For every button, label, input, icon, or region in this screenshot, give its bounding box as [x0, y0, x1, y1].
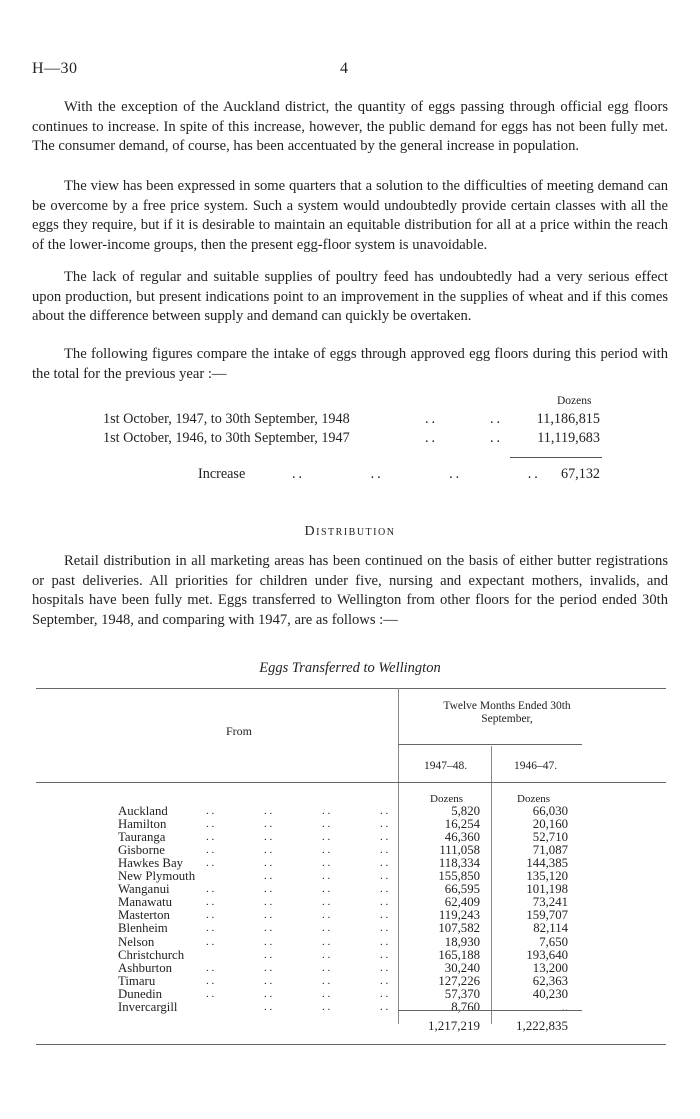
dot-leader: . .	[380, 974, 389, 987]
dot-leader: . .	[264, 896, 273, 909]
dot-leader: . .	[264, 870, 273, 883]
row-town: Wanganui	[118, 882, 170, 897]
row-value-1947-48: 18,930	[444, 934, 480, 949]
row-value-1946-47: 7,650	[539, 934, 568, 949]
dot-leader: . .	[322, 961, 331, 974]
dot-leader: . .	[264, 961, 273, 974]
paragraph-distribution	[32, 552, 668, 632]
row-town: Timaru	[118, 973, 156, 988]
dot-leader: . .	[322, 909, 331, 922]
row-value-1947-48: 119,243	[438, 908, 480, 923]
dot-leader: . .	[264, 922, 273, 935]
row-town: Dunedin	[118, 986, 163, 1001]
dot-leader: . .	[206, 844, 215, 857]
paragraph-poultry-feed	[32, 268, 668, 329]
dot-leader: . .	[206, 922, 215, 935]
row-town: Christchurch	[118, 947, 185, 962]
paragraph-text: With the exception of the Auckland district, the quantity of eggs passing through official egg floors continues to increase. In spite of this increase, however, the public demand for eggs has not been fully met. The consumer demand, of course, has been accentuated by the general increase in population.	[32, 99, 668, 155]
row-value-1947-48: 66,595	[444, 882, 480, 897]
table-bottom-rule	[36, 1044, 666, 1045]
row-value-1946-47: 66,030	[532, 804, 568, 818]
row-town: Ashburton	[118, 960, 173, 975]
dot-leader: . .	[322, 844, 331, 857]
row-value-1947-48: 118,334	[438, 856, 480, 871]
dot-leader: . .	[322, 870, 331, 883]
paragraph-text: Retail distribution in all marketing areas has been continued on the basis of either butter registrations or past deliveries. All priorities for children under five, nursing and expectant mothers, invalids, and hospitals have been fully met. Eggs transferred to Wellington from other floors for the period ended 30th September, 1948, and comparing with 1947, are as follows :—	[32, 553, 668, 628]
dot-leader: . .	[264, 935, 273, 948]
paragraph-egg-floors	[32, 98, 668, 159]
dot-leader: . .	[264, 987, 273, 1000]
dot-leader: . .	[206, 883, 215, 896]
paragraph-text: The lack of regular and suitable supplies of poultry feed has undoubtedly had a very serious effect upon production, but present indications point to an improvement in the supplies of wheat and if this comes about the difference between supply and demand can quickly be overtaken.	[32, 269, 668, 325]
row-value-1946-47: 101,198	[526, 882, 568, 897]
paragraph-free-price	[32, 177, 668, 257]
intake-rule	[510, 457, 602, 458]
dot-leader: . .	[322, 896, 331, 909]
dot-leader: . .	[380, 1000, 389, 1013]
increase-value: 67,132	[560, 466, 600, 482]
dot-leader: . .	[322, 883, 331, 896]
column-group-header: Twelve Months Ended 30th September,	[443, 700, 571, 725]
intake-row: 1st October, 1946, to 30th September, 1947 .. .. 11,119,683	[103, 430, 600, 446]
dot-leader: . .	[380, 987, 389, 1000]
row-value-1946-47: 135,120	[526, 869, 568, 884]
dot-leader: . .	[322, 1000, 331, 1013]
report-reference: H—30	[32, 60, 78, 77]
dot-leader: . .	[264, 974, 273, 987]
total-1946-47: 1,222,835	[516, 1018, 568, 1033]
row-value-1946-47: 73,241	[532, 895, 568, 910]
row-town: Hawkes Bay	[118, 856, 184, 871]
intake-increase-row: Increase .. .. .. .. 67,132	[198, 466, 600, 482]
total-rule	[398, 1010, 582, 1011]
dot-leader: . .	[380, 961, 389, 974]
intake-row: 1st October, 1947, to 30th September, 1948 .. .. 11,186,815	[103, 411, 600, 427]
dot-leader: . .	[380, 805, 389, 817]
dot-leader: . .	[206, 896, 215, 909]
row-value-1947-48: 30,240	[444, 960, 480, 975]
dot-leader: . .	[322, 987, 331, 1000]
row-value-1946-47: 52,710	[532, 830, 568, 845]
row-value-1947-48: 111,058	[439, 843, 480, 858]
dot-leader: . .	[380, 844, 389, 857]
dot-leader: . .	[380, 857, 389, 870]
paragraph-text: The following figures compare the intake of eggs through approved egg floors during this period with the total for the previous year :—	[32, 346, 668, 382]
dot-leader: . .	[380, 870, 389, 883]
column-header-1947-48: 1947–48.	[424, 760, 468, 772]
unit-label: Dozens	[517, 793, 550, 805]
row-town: Gisborne	[118, 843, 165, 858]
dot-leader: . .	[380, 948, 389, 961]
row-value-1946-47: 13,200	[532, 960, 568, 975]
row-town: Invercargill	[118, 999, 178, 1014]
table-top-rule	[36, 688, 666, 689]
dot-leader: . .	[322, 948, 331, 961]
row-town: Manawatu	[118, 895, 173, 910]
increase-label: Increase	[198, 466, 246, 482]
row-value-1947-48: 127,226	[438, 973, 480, 988]
intake-value: 11,186,815	[536, 411, 600, 427]
dot-leader: . .	[322, 974, 331, 987]
dot-leader: . .	[380, 896, 389, 909]
unit-label: Dozens	[430, 793, 463, 805]
row-value-1946-47: 20,160	[532, 817, 568, 832]
dot-leader: . .	[322, 857, 331, 870]
row-value-1947-48: 165,188	[438, 947, 480, 962]
dot-leader: . .	[264, 1000, 273, 1013]
intake-unit: Dozens	[557, 395, 592, 407]
total-1947-48: 1,217,219	[428, 1018, 480, 1033]
row-town: Blenheim	[118, 921, 168, 936]
dot-leader: . .	[264, 909, 273, 922]
row-value-1947-48: 155,850	[438, 869, 480, 884]
intake-value: 11,119,683	[537, 430, 600, 446]
row-value-1946-47: 62,363	[532, 973, 568, 988]
table-title: Eggs Transferred to Wellington	[259, 660, 441, 676]
row-value-1946-47: ..	[561, 999, 568, 1014]
row-value-1946-47: 144,385	[526, 856, 568, 871]
dot-leader: . .	[322, 922, 331, 935]
page-number: 4	[340, 60, 348, 77]
dot-leader: . .	[206, 974, 215, 987]
row-town: Nelson	[118, 934, 155, 949]
table-row	[0, 1000, 700, 1015]
transfer-table	[0, 686, 700, 1046]
dot-leader: . .	[206, 987, 215, 1000]
dot-leader: . .	[322, 818, 331, 831]
dot-leader: . .	[380, 818, 389, 831]
row-town: Masterton	[118, 908, 170, 923]
row-value-1946-47: 40,230	[532, 986, 568, 1001]
row-value-1946-47: 71,087	[532, 843, 568, 858]
dot-leader: . .	[206, 909, 215, 922]
dot-leader: . .	[322, 935, 331, 948]
dot-leader: . .	[206, 818, 215, 831]
column-header-from: From	[226, 724, 253, 738]
row-value-1947-48: 5,820	[451, 804, 480, 818]
section-title: Distribution	[304, 524, 396, 539]
row-town: Tauranga	[118, 830, 166, 845]
row-town: New Plymouth	[118, 869, 196, 884]
dot-leader: . .	[264, 831, 273, 844]
dot-leader: . .	[322, 805, 331, 817]
dot-leader: . .	[206, 961, 215, 974]
dot-leader: . .	[380, 909, 389, 922]
intake-label: 1st October, 1947, to 30th September, 1948	[103, 411, 350, 427]
row-value-1946-47: 159,707	[526, 908, 568, 923]
dot-leader: . .	[264, 844, 273, 857]
dot-leader: . .	[380, 883, 389, 896]
dot-leader: . .	[322, 831, 331, 844]
row-town: Auckland	[118, 804, 168, 818]
dot-leader: . .	[264, 805, 273, 817]
row-value-1947-48: 16,254	[444, 817, 480, 832]
dot-leader: . .	[264, 818, 273, 831]
row-value-1947-48: 107,582	[438, 921, 480, 936]
dot-leader: . .	[380, 922, 389, 935]
dot-leader: . .	[380, 935, 389, 948]
dot-leader: . .	[206, 805, 215, 817]
row-value-1947-48: 57,370	[444, 986, 480, 1001]
dot-leader: . .	[206, 831, 215, 844]
row-value-1947-48: 46,360	[444, 830, 480, 845]
dot-leader: . .	[264, 857, 273, 870]
paragraph-text: The view has been expressed in some quarters that a solution to the difficulties of meeting demand can be overcome by a free price system. Such a system would undoubtedly provide certain classes with all the eggs they require, but if it is desirable to maintain an equitable distribution for all at a price within the reach of the lower-income groups, then the present egg-floor system is unavoidable.	[32, 178, 668, 253]
row-town: Hamilton	[118, 817, 167, 832]
dot-leader: . .	[380, 831, 389, 844]
row-value-1947-48: 62,409	[444, 895, 480, 910]
header-bottom-rule	[36, 782, 666, 783]
paragraph-intake-intro	[32, 345, 668, 386]
row-value-1946-47: 193,640	[526, 947, 568, 962]
header-rule	[398, 744, 582, 745]
row-value-1946-47: 82,114	[533, 921, 568, 936]
dot-leader: . .	[264, 948, 273, 961]
row-value-1947-48: 8,760	[451, 999, 480, 1014]
dot-leader: . .	[206, 935, 215, 948]
dot-leader: . .	[206, 857, 215, 870]
column-header-1946-47: 1946–47.	[514, 760, 558, 772]
intake-label: 1st October, 1946, to 30th September, 1947	[103, 430, 350, 446]
dot-leader: . .	[264, 883, 273, 896]
